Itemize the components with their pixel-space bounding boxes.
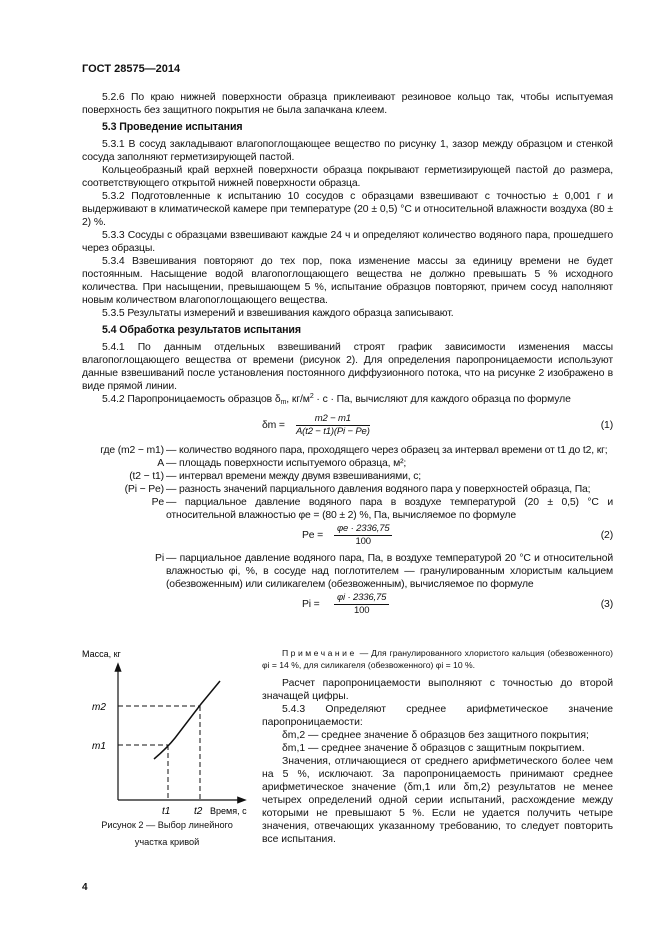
x-axis-label: Время, с (210, 806, 247, 816)
denominator: 100 (355, 536, 371, 547)
formula-2 (82, 522, 613, 550)
description: — количество водяного пара, проходящего через образец за интервал времени от t1 до t2, кг; (166, 445, 608, 456)
caption-line: Рисунок 2 — Выбор линейного (101, 820, 233, 830)
text: · с · Па, вычисляют для каждого образца по формуле (313, 394, 571, 405)
paragraph-5-3-5: 5.3.5 Результаты измерений и взвешивания каждого образца записывают. (102, 308, 454, 319)
term: (t2 − t1) (129, 471, 164, 482)
figure-caption (82, 817, 252, 851)
figure-2 (82, 645, 252, 855)
paragraph-5-3-3: 5.3.3 Сосуды с образцами взвешивают каждые 24 ч и определяют количество водяного пара, прошедшего через образцы. (82, 230, 613, 254)
formula-lhs: Pe = (302, 530, 324, 541)
definition-row (82, 496, 613, 522)
term: где (m2 − m1) (100, 445, 164, 456)
paragraph-5-3-4: 5.3.4 Взвешивания повторяют до тех пор, пока изменение массы за единицу времени не будет постоянным. Насыщение водой влагопоглощающего вещества не должно превышать 5 % исходного количества. При насыщении, превышающем 5 %, испытание образцов повторяют, причем сосуд наполняют новым количеством влагопоглощающего вещества. (82, 256, 613, 306)
t1-label: t1 (162, 806, 171, 817)
fraction (296, 413, 370, 438)
y-axis-label: Масса, кг (82, 649, 121, 659)
document-header: ГОСТ 28575—2014 (82, 63, 181, 75)
formula-lhs: δm = (262, 420, 285, 431)
definition-row (82, 457, 613, 470)
paragraph-5-4-3: 5.4.3 Определяют среднее арифметическое значение паропроницаемости: (262, 704, 613, 728)
caption-line: участка кривой (134, 837, 200, 847)
page-number: 4 (82, 882, 88, 893)
equation-number: (3) (600, 599, 613, 610)
mass-time-diagram (82, 645, 252, 817)
note (262, 647, 613, 671)
paragraph-5-2-6: 5.2.6 По краю нижней поверхности образца приклеивают резиновое кольцо так, чтобы испытуемая поверхность без защитного покрытия не была запачкана клеем. (82, 92, 613, 116)
numerator: φe · 2336,75 (334, 523, 392, 536)
fraction (334, 523, 392, 548)
description: — парциальное давление водяного пара в воздухе температурой (20 ± 0,5) °С и относительной влажностью φe = (80 ± 2) %, Па, вычисляемое по формуле (166, 497, 613, 521)
m1-label: m1 (92, 741, 106, 752)
definition-row (82, 483, 613, 496)
paragraph-5-3-1-b: Кольцеобразный край верхней поверхности образца покрывают герметизирующей пастой до размера, соответствующего открытой нижней поверхности образца. (82, 165, 613, 189)
definitions-list (82, 444, 613, 522)
numerator: m2 − m1 (296, 413, 370, 426)
formula-3 (82, 591, 613, 619)
term: A (157, 458, 164, 469)
paragraph-calc-precision: Расчет паропроницаемости выполняют с точностью до второй значащей цифры. (262, 678, 613, 702)
text: , кг/м (286, 394, 310, 405)
term: Pe (151, 497, 164, 508)
right-column (262, 647, 613, 846)
term: (Pi − Pe) (124, 484, 164, 495)
note-label: Примечание (282, 648, 357, 658)
definition-row (82, 444, 613, 457)
fraction (334, 592, 389, 617)
definition-row (82, 470, 613, 483)
heading-5-3: 5.3 Проведение испытания (102, 121, 243, 133)
description: — площадь поверхности испытуемого образца, м²; (166, 458, 407, 469)
formula-1 (82, 412, 613, 440)
definition-delta-m1: δm,1 — среднее значение δ образцов с защитным покрытием. (282, 743, 585, 754)
description: — интервал времени между двумя взвешиваниями, с; (166, 471, 422, 482)
formulas-and-definitions (82, 412, 613, 619)
equation-number: (2) (600, 530, 613, 541)
paragraph-5-4-1: 5.4.1 По данным отдельных взвешиваний строят график зависимости изменения массы влагопоглощающего вещества от времени (рисунок 2). Для определения паропроницаемости используют данные взвешиваний после установления постоянного диффузионного потока, что на рисунке 2 изображено в виде прямой линии. (82, 342, 613, 392)
mass-curve (154, 681, 220, 759)
heading-5-4: 5.4 Обработка результатов испытания (102, 324, 301, 336)
paragraph-5-3-2: 5.3.2 Подготовленные к испытанию 10 сосудов с образцами взвешивают с точностью ± 0,001 г и выдерживают в климатической камере при температуре (20 ± 0,5) °С и относительной влажности воздуха (80 ± 2) %. (82, 191, 613, 228)
term: Pi (155, 553, 164, 564)
equation-number: (1) (600, 420, 613, 431)
numerator: φi · 2336,75 (334, 592, 389, 605)
text: 5.4.2 Паропроницаемость образцов δ (102, 394, 281, 405)
m2-label: m2 (92, 702, 106, 713)
t2-label: t2 (194, 806, 203, 817)
sub: m (280, 399, 287, 406)
note-text: — Для гранулированного хлористого кальция (обезвоженного) φi = 14 %, для силикагеля (обезвоженного) φi = 10 %. (262, 648, 613, 670)
description: — разность значений парциального давления водяного пара у поверхностей образца, Па; (166, 484, 591, 495)
paragraph-5-3-1: 5.3.1 В сосуд закладывают влагопоглощающее вещество по рисунку 1, зазор между образцом и стенкой сосуда заполняют герметизирующей пастой. (82, 139, 613, 163)
paragraph-5-4-2 (82, 393, 613, 406)
definition-delta-m2: δm,2 — среднее значение δ образцов без защитного покрытия; (282, 730, 589, 741)
definition-pi (82, 552, 613, 591)
denominator: 100 (353, 605, 370, 616)
formula-lhs: Pi = (302, 599, 320, 610)
denominator: A(t2 − t1)(Pi − Pe) (296, 426, 370, 437)
sup: 2 (309, 393, 314, 400)
description: — парциальное давление водяного пара, Па, в воздухе температурой 20 °С и относительной влажностью φi, %, в сосуде над поглотителем — гранулированным хлористым кальцием (обезвоженным) или силикагелем (обезвоженным), вычисляемое по формуле (166, 553, 613, 590)
paragraph-values: Значения, отличающиеся от среднего арифметического более чем на 5 %, исключают. За паропроницаемость принимают среднее арифметическое значение (δm,1 или δm,2) результатов не менее четырех определений одной серии испытаний, расхождение между которыми не превышают 5 %. Если не удается получить четыре значения, отвечающих указанному требованию, то следует повторить все испытания. (262, 756, 613, 845)
main-text (82, 91, 613, 406)
